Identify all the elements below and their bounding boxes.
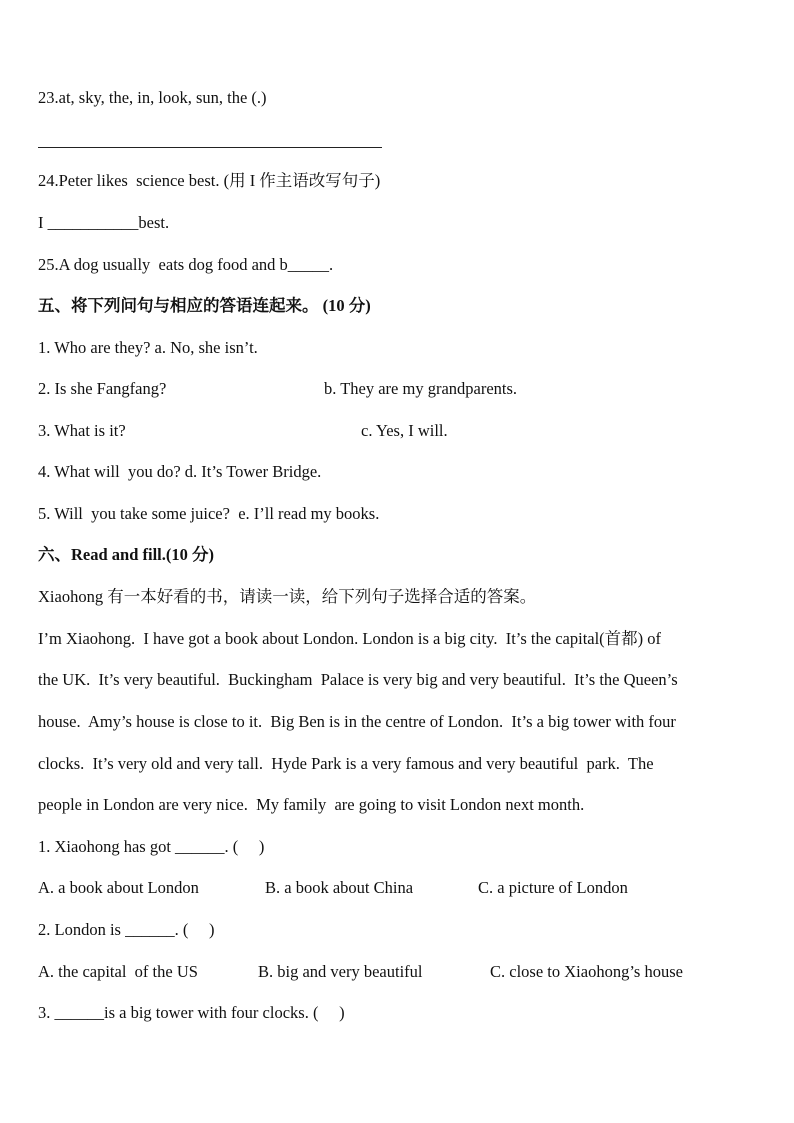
section-6-title: 六、Read and fill.(10 分) xyxy=(38,545,215,564)
reading-question-2: 2. London is ______. ( ) xyxy=(38,920,215,939)
match-answer-c: c. Yes, I will. xyxy=(361,421,448,440)
question-25: 25.A dog usually eats dog food and b_____. xyxy=(38,255,334,274)
question-23: 23.at, sky, the, in, look, sun, the (.) xyxy=(38,88,267,107)
option-1c[interactable]: C. a picture of London xyxy=(478,878,628,897)
passage-line: people in London are very nice. My family are going to visit London next month. xyxy=(38,795,585,814)
reading-question-1: 1. Xiaohong has got ______. ( ) xyxy=(38,837,265,856)
answer-line-23[interactable] xyxy=(38,147,382,148)
option-1b[interactable]: B. a book about China xyxy=(265,878,414,897)
passage-line: the UK. It’s very beautiful. Buckingham Palace is very big and very beautiful. It’s the Queen’s xyxy=(38,670,678,689)
option-2a[interactable]: A. the capital of the US xyxy=(38,962,198,981)
match-answer-b: b. They are my grandparents. xyxy=(324,379,518,398)
match-row-5: 5. Will you take some juice? e. I’ll read my books. xyxy=(38,504,380,523)
section-5-title: 五、将下列问句与相应的答语连起来。 (10 分) xyxy=(38,296,371,315)
passage-line: clocks. It’s very old and very tall. Hyde Park is a very famous and very beautiful park. The xyxy=(38,754,654,773)
passage-line: house. Amy’s house is close to it. Big Ben is in the centre of London. It’s a big tower with four xyxy=(38,712,676,731)
match-row-1: 1. Who are they? a. No, she isn’t. xyxy=(38,338,258,357)
match-row-4: 4. What will you do? d. It’s Tower Bridge. xyxy=(38,462,322,481)
passage-line: I’m Xiaohong. I have got a book about London. London is a big city. It’s the capital(首都) of xyxy=(38,629,662,648)
match-row-3: 3. What is it? xyxy=(38,421,126,440)
option-2b[interactable]: B. big and very beautiful xyxy=(258,962,423,981)
option-2c[interactable]: C. close to Xiaohong’s house xyxy=(490,962,683,981)
option-1a[interactable]: A. a book about London xyxy=(38,878,199,897)
section-6-intro: Xiaohong 有一本好看的书，请读一读，给下列句子选择合适的答案。 xyxy=(38,587,537,606)
question-24: 24.Peter likes science best. (用 I 作主语改写句子) xyxy=(38,171,381,190)
match-row-2: 2. Is she Fangfang? xyxy=(38,379,167,398)
answer-line-24[interactable]: I ___________best. xyxy=(38,213,170,232)
reading-question-3: 3. ______is a big tower with four clocks. ( ) xyxy=(38,1003,345,1022)
